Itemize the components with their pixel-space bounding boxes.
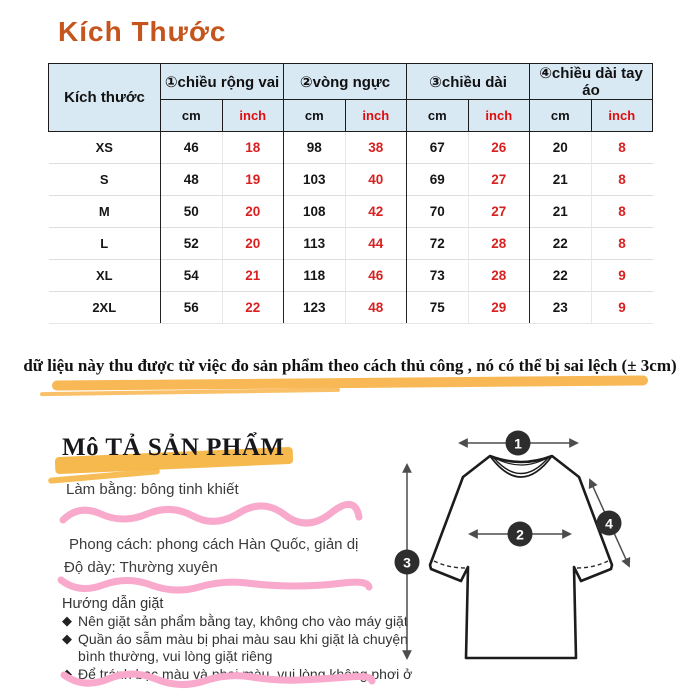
- yellow-highlight: [52, 375, 648, 390]
- cell-value: 18: [222, 132, 284, 164]
- cell-value: 56: [161, 292, 223, 324]
- header-shoulder-width: ①chiều rộng vai: [161, 64, 284, 100]
- cell-value: 70: [407, 196, 469, 228]
- cell-value: 28: [468, 260, 530, 292]
- badge-3: [395, 550, 420, 575]
- cell-value: 21: [222, 260, 284, 292]
- cell-value: 26: [468, 132, 530, 164]
- cell-value: 48: [161, 164, 223, 196]
- list-item: ◆ Quần áo sẫm màu bị phai màu sau khi giặt là chuyện bình thường, vui lòng giặt riêng: [62, 631, 408, 665]
- cell-value: 73: [407, 260, 469, 292]
- unit-inch: inch: [345, 100, 407, 132]
- cell-value: 113: [284, 228, 346, 260]
- cell-value: 29: [468, 292, 530, 324]
- header-chest: ②vòng ngực: [284, 64, 407, 100]
- cell-value: 21: [530, 196, 592, 228]
- unit-inch: inch: [222, 100, 284, 132]
- table-row: [49, 196, 653, 228]
- cell-value: 52: [161, 228, 223, 260]
- size-table: [48, 63, 653, 324]
- cell-value: 46: [161, 132, 223, 164]
- cell-value: 27: [468, 164, 530, 196]
- size-label: M: [49, 196, 161, 228]
- pink-squiggle: [55, 499, 367, 531]
- unit-inch: inch: [591, 100, 653, 132]
- cell-value: 72: [407, 228, 469, 260]
- cell-value: 21: [530, 164, 592, 196]
- cell-value: 22: [530, 260, 592, 292]
- table-row: [49, 260, 653, 292]
- table-row: [49, 164, 653, 196]
- unit-cm: cm: [530, 100, 592, 132]
- cell-value: 28: [468, 228, 530, 260]
- cell-value: 69: [407, 164, 469, 196]
- page-title: Kích Thước: [58, 16, 227, 47]
- cell-value: 44: [345, 228, 407, 260]
- description-heading: Mô TẢ SẢN PHẨM: [62, 434, 285, 461]
- size-label: XL: [49, 260, 161, 292]
- cell-value: 54: [161, 260, 223, 292]
- unit-cm: cm: [284, 100, 346, 132]
- unit-inch: inch: [468, 100, 530, 132]
- badge-4: [597, 511, 622, 536]
- cell-value: 75: [407, 292, 469, 324]
- style-text: Phong cách: phong cách Hàn Quốc, giản dị: [69, 536, 359, 553]
- list-item: ◆ Để tránh bạc màu và phai màu, vui lòng không phơi ở: [62, 666, 413, 683]
- diamond-bullet-icon: ◆: [62, 666, 72, 682]
- diamond-bullet-icon: ◆: [62, 631, 72, 647]
- header-length: ③chiều dài: [407, 64, 530, 100]
- table-row: [49, 132, 653, 164]
- cell-value: 67: [407, 132, 469, 164]
- table-corner-header: Kích thước: [49, 64, 161, 132]
- thickness-text: Độ dày: Thường xuyên: [64, 559, 218, 576]
- cell-value: 20: [222, 196, 284, 228]
- cell-value: 123: [284, 292, 346, 324]
- disclaimer: [0, 356, 700, 400]
- cell-value: 108: [284, 196, 346, 228]
- cell-value: 103: [284, 164, 346, 196]
- disclaimer-text: dữ liệu này thu được từ việc đo sản phẩm theo cách thủ công , nó có thể bị sai lệch (± 3cm): [23, 356, 677, 375]
- cell-value: 8: [591, 228, 653, 260]
- cell-value: 20: [530, 132, 592, 164]
- cell-value: 8: [591, 132, 653, 164]
- cell-value: 46: [345, 260, 407, 292]
- cell-value: 42: [345, 196, 407, 228]
- diamond-bullet-icon: ◆: [62, 613, 72, 628]
- cell-value: 40: [345, 164, 407, 196]
- cell-value: 22: [222, 292, 284, 324]
- svg-text:3: 3: [403, 554, 411, 571]
- cell-value: 9: [591, 292, 653, 324]
- cell-value: 48: [345, 292, 407, 324]
- tshirt-outline: [430, 456, 612, 658]
- size-label: S: [49, 164, 161, 196]
- cell-value: 50: [161, 196, 223, 228]
- cell-value: 27: [468, 196, 530, 228]
- cell-value: 8: [591, 196, 653, 228]
- cell-value: 118: [284, 260, 346, 292]
- wash-instructions-title: Hướng dẫn giặt: [62, 596, 164, 612]
- size-label: 2XL: [49, 292, 161, 324]
- size-label: XS: [49, 132, 161, 164]
- unit-cm: cm: [161, 100, 223, 132]
- table-row: [49, 228, 653, 260]
- material-text: Làm bằng: bông tinh khiết: [66, 481, 239, 498]
- badge-1: [506, 431, 531, 456]
- svg-text:1: 1: [514, 435, 522, 452]
- pink-squiggle: [58, 663, 380, 695]
- cell-value: 98: [284, 132, 346, 164]
- svg-text:2: 2: [516, 526, 524, 543]
- cell-value: 19: [222, 164, 284, 196]
- cell-value: 23: [530, 292, 592, 324]
- list-item: ◆ Nên giặt sản phẩm bằng tay, không cho vào máy giặt: [62, 613, 408, 629]
- table-row: [49, 292, 653, 324]
- svg-text:4: 4: [605, 515, 613, 532]
- cell-value: 20: [222, 228, 284, 260]
- cell-value: 38: [345, 132, 407, 164]
- tshirt-measurement-diagram: [390, 418, 700, 698]
- cell-value: 22: [530, 228, 592, 260]
- size-label: L: [49, 228, 161, 260]
- badge-2: [508, 522, 533, 547]
- header-sleeve-length: ④chiều dài tay áo: [530, 64, 653, 100]
- unit-cm: cm: [407, 100, 469, 132]
- cell-value: 9: [591, 260, 653, 292]
- cell-value: 8: [591, 164, 653, 196]
